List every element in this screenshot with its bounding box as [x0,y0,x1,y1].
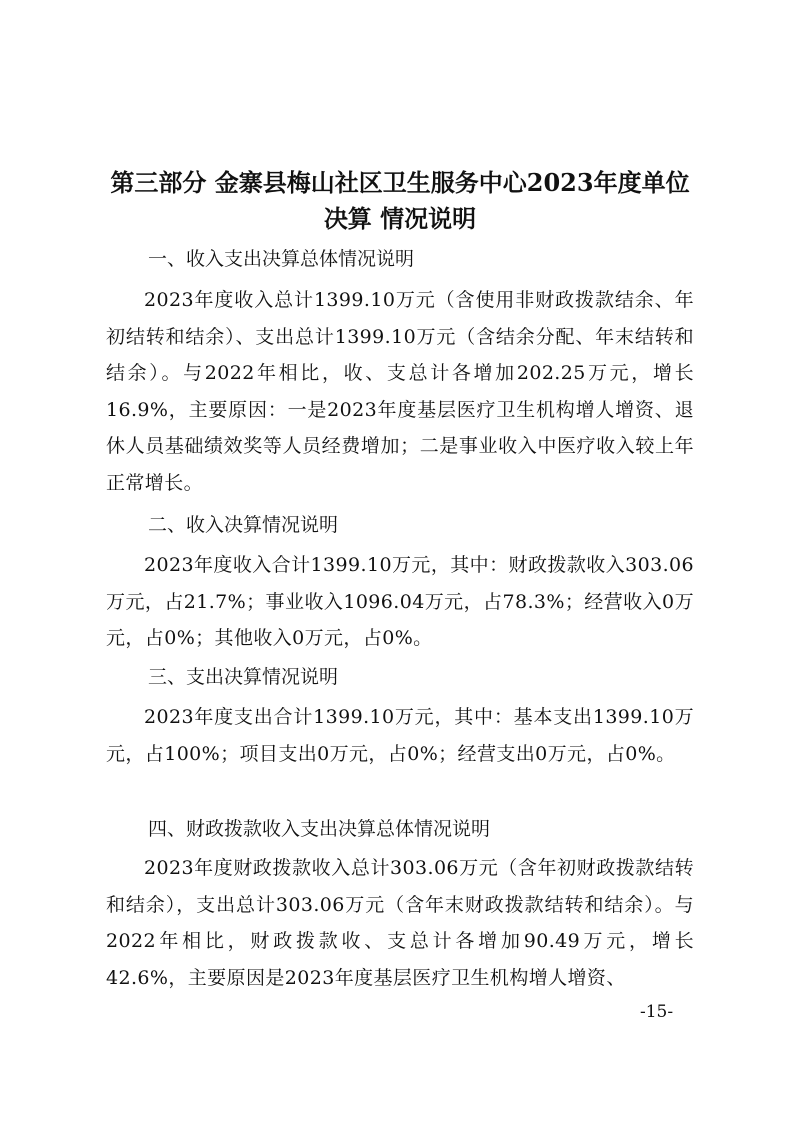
section-paragraph-1: 2023年度收入总计1399.10万元（含使用非财政拨款结余、年初结转和结余）、支出总计1399.10万元（含结余分配、年末结转和结余）。与2022年相比，收、支总计各增加202.25万元，增长16.9%，主要原因：一是2023年度基层医疗卫生机构增人增资、退休人员基础绩效奖等人员经费增加；二是事业收入中医疗收入较上年正常增长。 [106,289,694,494]
section-paragraph-2: 2023年度收入合计1399.10万元，其中：财政拨款收入303.06万元，占21.7%；事业收入1096.04万元，占78.3%；经营收入0万元，占0%；其他收入0万元，占0%。 [106,554,694,649]
section-paragraph-3: 2023年度支出合计1399.10万元，其中：基本支出1399.10万元，占100%；项目支出0万元，占0%；经营支出0万元，占0%。 [106,706,694,765]
section-heading-2: 二、收入决算情况说明 [148,514,339,536]
section-heading-4: 四、财政拨款收入支出决算总体情况说明 [148,818,491,840]
section-paragraph-4: 2023年度财政拨款收入总计303.06万元（含年初财政拨款结转和结余），支出总计303.06万元（含年末财政拨款结转和结余）。与2022年相比，财政拨款收、支总计各增加90.49万元，增长42.6%，主要原因是2023年度基层医疗卫生机构增人增资、 [106,857,694,989]
section-heading-3: 三、支出决算情况说明 [148,666,339,688]
section-heading-1: 一、收入支出决算总体情况说明 [148,248,415,270]
page-number: -15- [640,1002,674,1022]
document-title: 第三部分 金寨县梅山社区卫生服务中心2023年度单位决算 情况说明 [110,168,690,233]
